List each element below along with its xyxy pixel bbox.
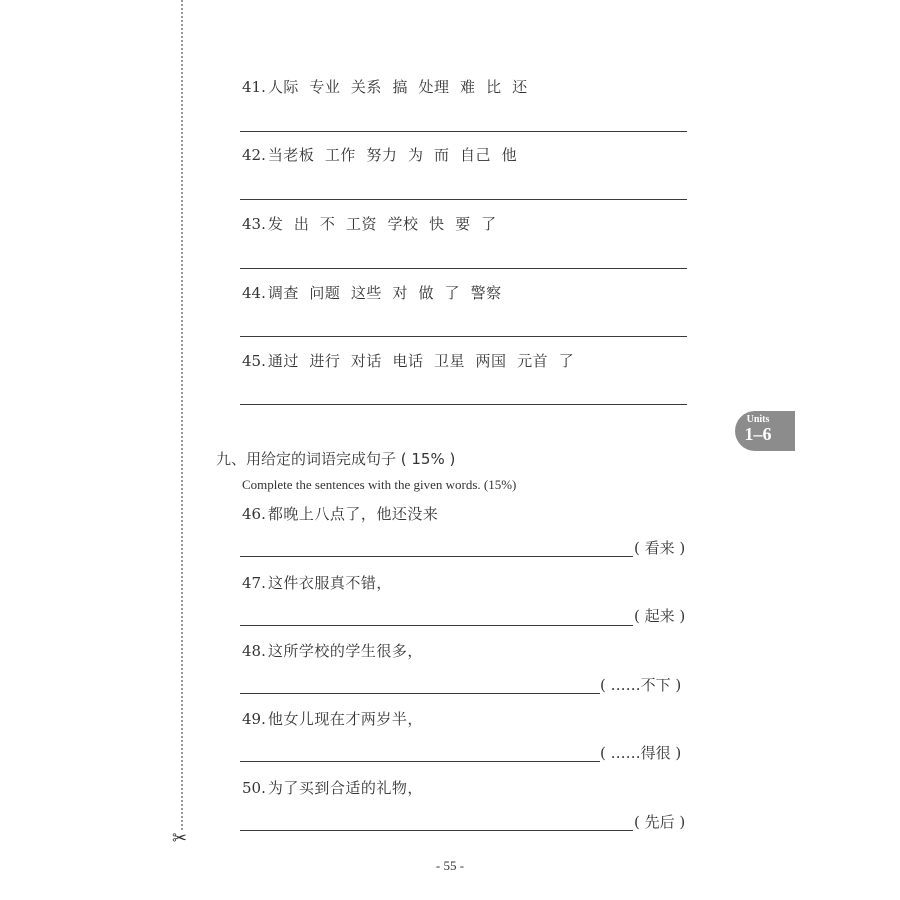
question-number: 50. [242,779,266,797]
question-46 [242,507,438,522]
question-words: 人际 专业 关系 搞 处理 难 比 还 [267,78,528,96]
hint-47: ( 起来 ) [634,607,686,625]
answer-line-43[interactable] [240,268,687,269]
section-subtitle: Complete the sentences with the given words. (15%) [242,477,517,492]
question-48 [242,644,423,659]
question-number: 45. [242,352,266,370]
question-number: 43. [242,215,266,233]
question-prompt: 这件衣服真不错， [267,574,392,592]
section-title: 九、用给定的词语完成句子 ( 15% ) [216,450,456,468]
cut-dotted-line [181,0,183,830]
unit-tab-label: Units [746,414,770,425]
answer-line-50[interactable] [240,830,633,831]
answer-line-49[interactable] [240,761,600,762]
question-49 [242,712,423,727]
question-number: 42. [242,146,266,164]
question-44 [242,286,502,301]
answer-line-45[interactable] [240,404,687,405]
question-prompt: 为了买到合适的礼物， [267,779,423,797]
answer-line-46[interactable] [240,556,633,557]
unit-tab-range: 1–6 [744,424,772,444]
question-41 [242,80,528,95]
question-number: 44. [242,284,266,302]
question-words: 发 出 不 工资 学校 快 要 了 [267,215,497,233]
question-number: 41. [242,78,266,96]
question-words: 当老板 工作 努力 为 而 自己 他 [267,146,518,164]
question-50 [242,781,423,796]
question-prompt: 都晚上八点了，他还没来 [267,505,439,523]
scissors-icon: ✂ [172,828,188,849]
question-number: 46. [242,505,266,523]
hint-49: ( ……得很 ) [600,744,682,762]
hint-46: ( 看来 ) [634,539,686,557]
unit-tab [735,411,795,451]
question-number: 48. [242,642,266,660]
question-words: 通过 进行 对话 电话 卫星 两国 元首 了 [267,352,575,370]
answer-line-42[interactable] [240,199,687,200]
hint-48: ( ……不下 ) [600,676,682,694]
page-number: - 55 - [435,858,465,873]
question-47 [242,576,392,591]
answer-line-41[interactable] [240,131,687,132]
question-45 [242,354,574,369]
question-42 [242,148,517,163]
answer-line-48[interactable] [240,693,600,694]
answer-line-44[interactable] [240,336,687,337]
answer-line-47[interactable] [240,625,633,626]
question-prompt: 这所学校的学生很多， [267,642,423,660]
question-words: 调查 问题 这些 对 做 了 警察 [267,284,502,302]
question-number: 47. [242,574,266,592]
question-number: 49. [242,710,266,728]
hint-50: ( 先后 ) [634,813,686,831]
question-prompt: 他女儿现在才两岁半， [267,710,423,728]
question-43 [242,217,497,232]
